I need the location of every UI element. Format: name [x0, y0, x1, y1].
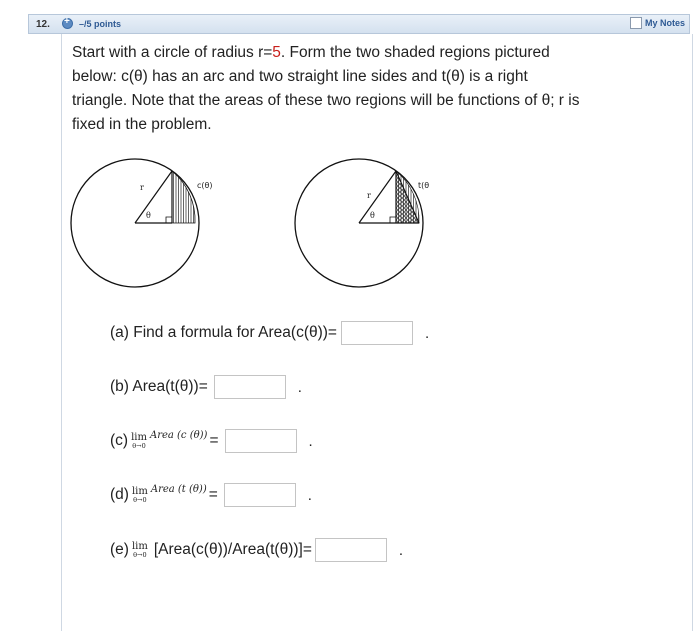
part-b-label: (b) Area(t(θ))=	[110, 378, 208, 395]
intro-text: Start with a circle of radius r=	[72, 44, 273, 61]
my-notes-label[interactable]: My Notes	[644, 18, 685, 28]
limit-expression: Area (t (θ))	[150, 483, 207, 495]
part-d	[110, 483, 312, 507]
theta-label: θ	[146, 211, 151, 220]
radius-label: r	[140, 183, 144, 192]
answer-b-input[interactable]	[214, 375, 286, 399]
part-c	[110, 429, 313, 453]
part-d-label: (d)	[110, 486, 129, 503]
part-e-label: (e)	[110, 541, 129, 558]
equals-sign: =	[209, 432, 219, 449]
intro-text: fixed in the problem.	[72, 116, 212, 133]
part-a	[110, 321, 429, 345]
question-text	[72, 41, 684, 137]
diagram-sector	[71, 159, 213, 287]
limit-symbol: lim θ→0	[131, 431, 147, 450]
intro-text: . Form the two shaded regions pictured	[280, 44, 550, 61]
part-d-period: .	[307, 486, 312, 504]
limit-symbol: lim θ→0	[131, 540, 148, 559]
my-notes-checkbox[interactable]	[630, 17, 642, 29]
expand-icon[interactable]	[62, 18, 73, 29]
part-c-label: (c)	[110, 432, 129, 449]
shaded-region-c	[172, 171, 195, 223]
my-notes-toggle[interactable]	[630, 17, 685, 29]
circle-diagrams	[68, 156, 448, 296]
question-number: 12.	[36, 19, 50, 30]
theta-label: θ	[370, 211, 375, 220]
limit-expression: Area (c (θ))	[149, 429, 208, 441]
radius-label: r	[367, 191, 371, 200]
points-label: –/5 points	[79, 19, 122, 29]
part-b-period: .	[297, 378, 302, 396]
part-e-period: .	[398, 541, 404, 559]
part-a-period: .	[424, 324, 430, 342]
intro-text: triangle. Note that the areas of these two regions will be functions of θ; r is	[72, 92, 580, 109]
equals-sign: =	[208, 486, 218, 503]
diagram-triangle	[295, 159, 429, 287]
region-c-label: c(θ)	[197, 181, 213, 190]
intro-text: below: c(θ) has an arc and two straight line sides and t(θ) is a right	[72, 68, 528, 85]
answer-d-input[interactable]	[224, 483, 296, 507]
answer-c-input[interactable]	[225, 429, 297, 453]
question-header	[28, 14, 690, 34]
part-b	[110, 375, 302, 399]
answer-a-input[interactable]	[341, 321, 413, 345]
radius-value: 5	[272, 44, 281, 61]
part-a-label: (a) Find a formula for Area(c(θ))=	[110, 324, 337, 341]
answer-e-input[interactable]	[315, 538, 387, 562]
part-c-period: .	[308, 432, 313, 450]
limit-expression: [Area(c(θ))/Area(t(θ))]=	[153, 541, 312, 558]
part-e	[110, 538, 403, 562]
region-t-label: t(θ	[418, 181, 430, 190]
limit-symbol: lim θ→0	[131, 485, 148, 504]
